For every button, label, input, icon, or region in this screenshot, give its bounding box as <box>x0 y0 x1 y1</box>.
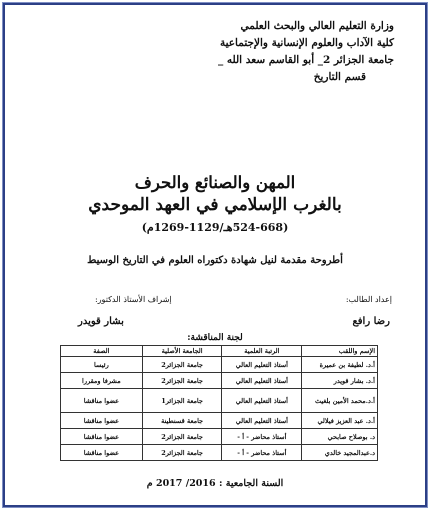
member-role: عضوا مناقشا <box>61 445 143 461</box>
member-university: جامعة الجزائر1 <box>142 389 222 413</box>
member-role: عضوا مناقشا <box>61 429 143 445</box>
member-rank: أستاذ التعليم العالي <box>222 357 302 373</box>
member-university: جامعة قسنطينة <box>142 413 222 429</box>
member-name: د. بوصلاح صابحي <box>302 429 378 445</box>
table-row <box>61 429 378 445</box>
member-role: عضوا مناقشا <box>61 413 143 429</box>
member-role: مشرفا ومقررا <box>61 373 143 389</box>
title-line-1: المهن والصنائع والحرف <box>134 173 296 192</box>
table-row <box>61 357 378 373</box>
committee-header-row <box>61 346 378 357</box>
table-row <box>61 413 378 429</box>
member-university: جامعة الجزائر2 <box>142 357 222 373</box>
ministry-name: وزارة التعليم العالي والبحث العلمي <box>240 20 394 32</box>
faculty-name: كلية الآداب والعلوم الإنسانية والإجتماعية <box>219 37 394 49</box>
member-name: أ.د. عبد العزيز فيلالي <box>302 413 378 429</box>
table-row <box>61 373 378 389</box>
member-name: د.عبدالمجيد خالدي <box>302 445 378 461</box>
member-rank: أستاذ محاضر - أ - <box>222 445 302 461</box>
member-rank: أستاذ التعليم العالي <box>222 373 302 389</box>
header-role: الصفة <box>61 346 143 357</box>
thesis-title <box>30 172 400 235</box>
member-role: عضوا مناقشا <box>61 389 143 413</box>
member-role: رئيسا <box>61 357 143 373</box>
member-name: أ.د. بشار قويدر <box>302 373 378 389</box>
supervisor-label: إشراف الأستاذ الدكتور: <box>95 295 172 304</box>
title-dates: (524-668هـ/1129-1269م) <box>141 221 289 234</box>
header-university: الجامعة الأصلية <box>142 346 222 357</box>
academic-year: السنة الجامعية : 2016/ 2017 م <box>146 478 284 489</box>
committee-title: لجنة المناقشة: <box>187 333 243 343</box>
student-label: إعداد الطالب: <box>345 295 392 304</box>
member-university: جامعة الجزائر2 <box>142 445 222 461</box>
table-row <box>61 389 378 413</box>
institution-header <box>94 18 394 86</box>
supervisor-name: بشار قويدر <box>78 316 124 327</box>
department-name: قسم التاريخ <box>313 71 366 83</box>
member-rank: أستاذ التعليم العالي <box>222 389 302 413</box>
member-name: أ.د.محمد الأمين بلغيث <box>302 389 378 413</box>
member-university: جامعة الجزائر2 <box>142 373 222 389</box>
member-rank: أستاذ التعليم العالي <box>222 413 302 429</box>
member-rank: أستاذ محاضر - أ - <box>222 429 302 445</box>
committee-table <box>60 345 378 461</box>
table-row <box>61 445 378 461</box>
member-name: أ.د. لطيفة بن عميرة <box>302 357 378 373</box>
university-name: جامعة الجزائر 2_ أبو القاسم سعد الله _ <box>217 54 394 66</box>
header-name: الإسم واللقب <box>302 346 378 357</box>
thesis-subtitle: أطروحة مقدمة لنيل شهادة دكتوراه العلوم في التاريخ الوسيط <box>87 255 343 266</box>
header-rank: الرتبة العلمية <box>222 346 302 357</box>
title-line-2: بالغرب الإسلامي في العهد الموحدي <box>88 195 342 215</box>
member-university: جامعة الجزائر2 <box>142 429 222 445</box>
student-name: رضا رافع <box>352 316 390 327</box>
